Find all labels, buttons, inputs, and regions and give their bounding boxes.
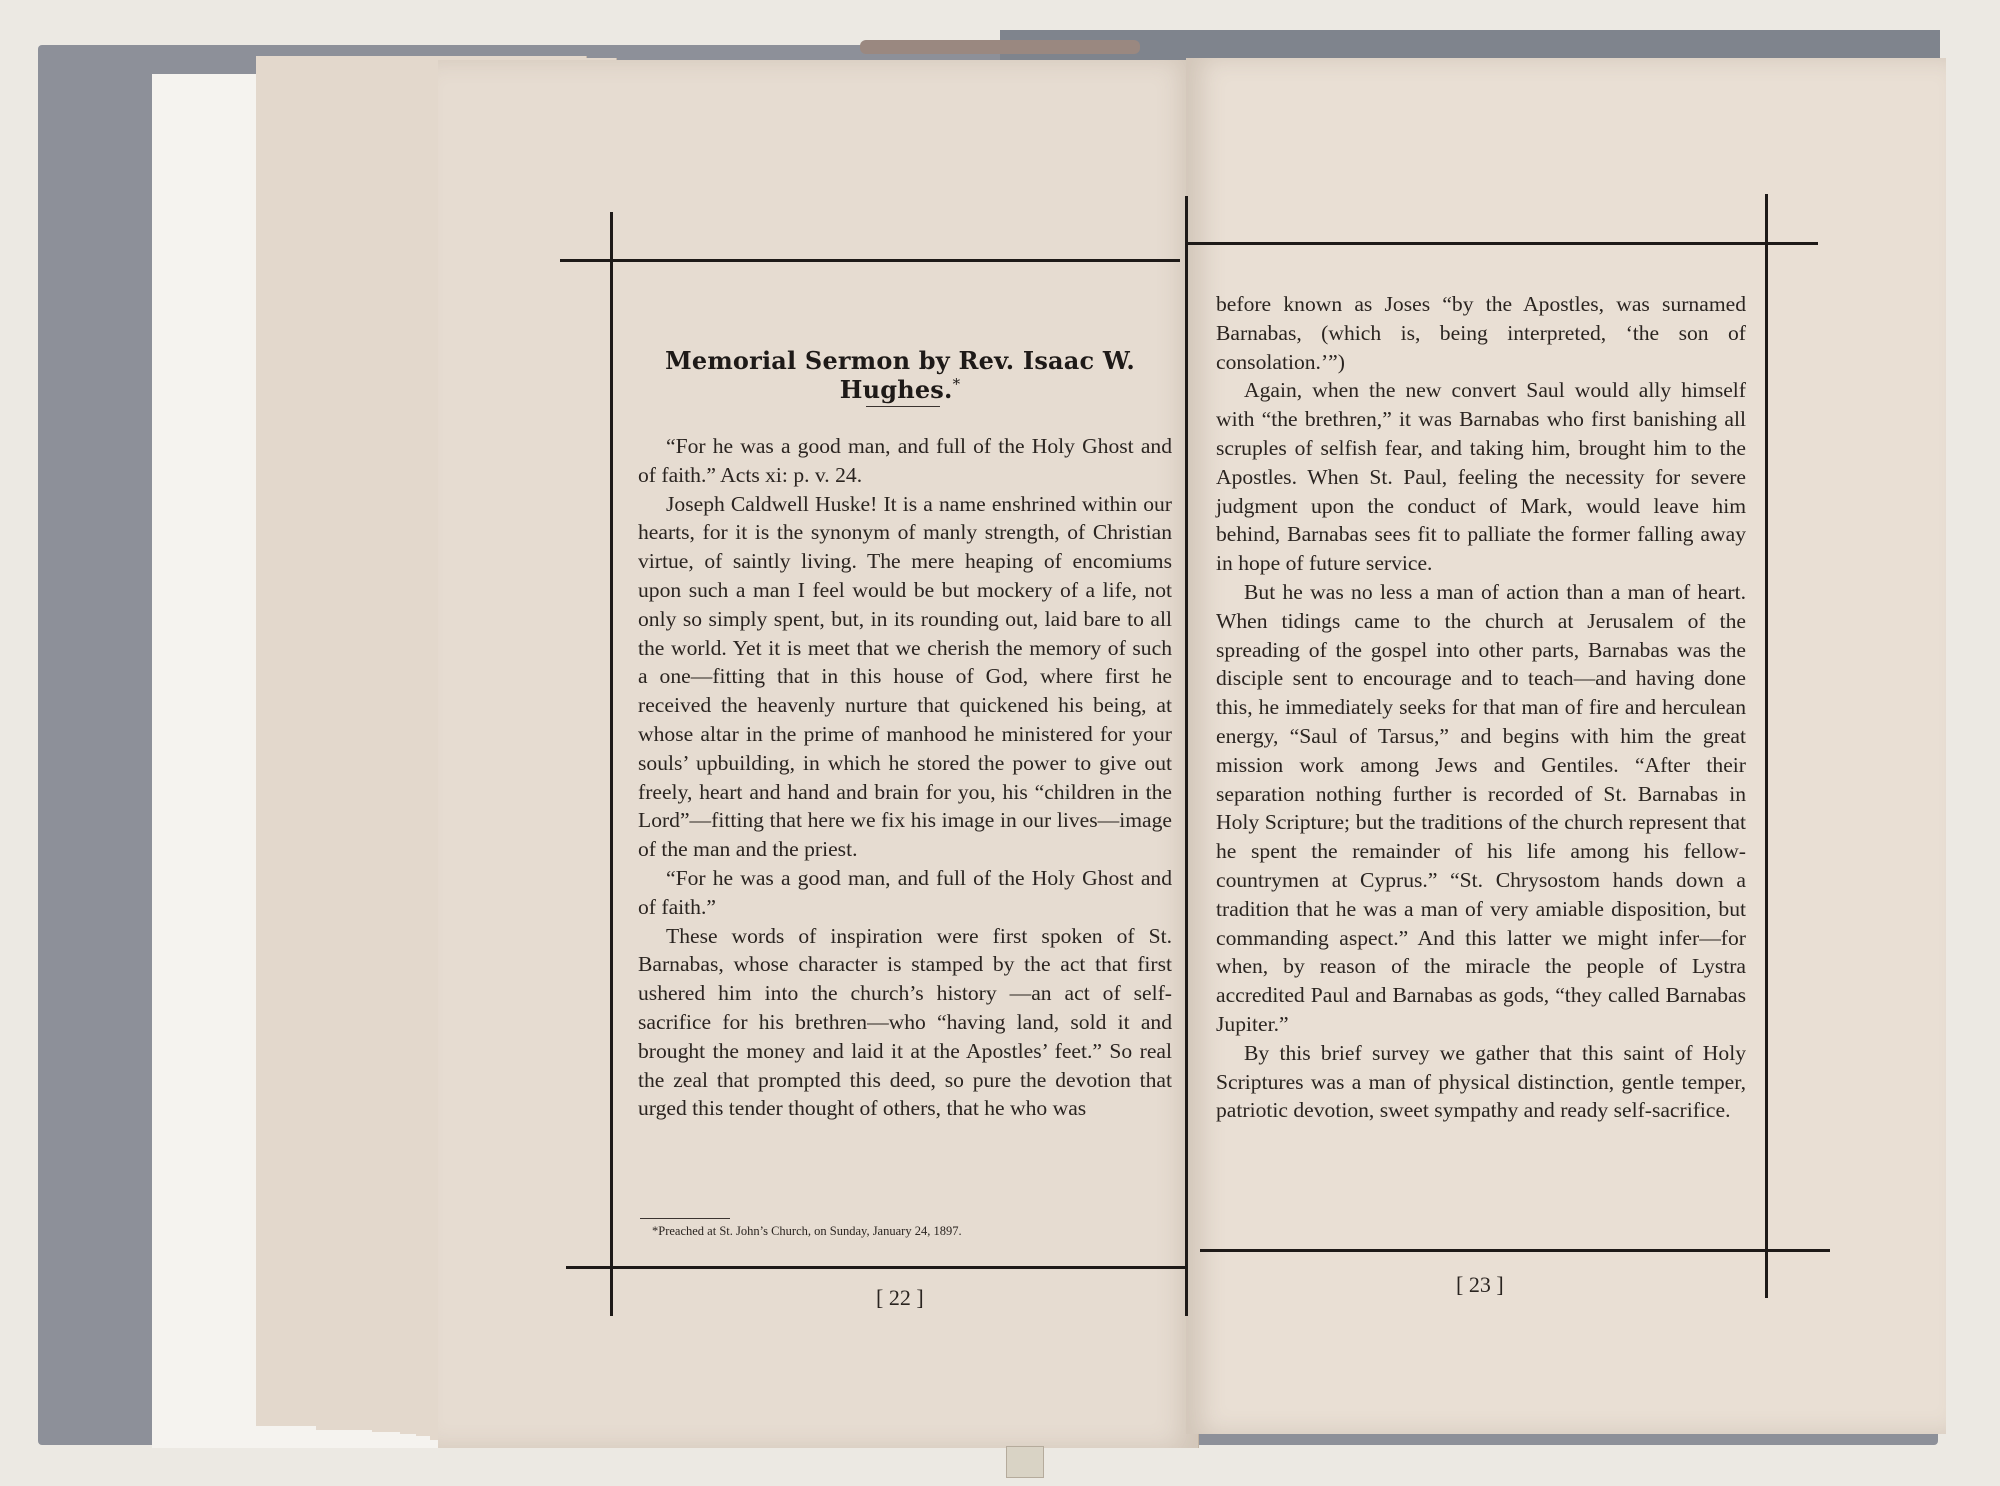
- footnote: *Preached at St. John’s Church, on Sunday, January 24, 1897.: [652, 1224, 962, 1238]
- page-number-right: [ 23 ]: [1456, 1272, 1504, 1297]
- body-paragraph: These words of inspiration were first spoken of St. Barnabas, whose character is stamped by the act that first ushered him into the church’s history —an act of self-sacrifice for his brethren—who “having land, sold it and brought the money and laid it at the Apostles’ feet.” So real the zeal that prompted this deed, so pure the devotion that urged this tender thought of others, that he who was: [638, 923, 1172, 1121]
- binding-thread: [860, 40, 1140, 54]
- body-paragraph: By this brief survey we gather that this saint of Holy Scriptures was a man of physical distinction, gentle temper, patriotic devotion, sweet sympathy and ready self-sacrifice.: [1216, 1040, 1746, 1123]
- body-paragraph: But he was no less a man of action than a man of heart. When tidings came to the church at Jerusalem of the spreading of the gospel into other parts, Barnabas was the disciple sent to encourage and to teach—and having done this, he immediately seeks for that man of fire and herculean energy, “Saul of Tarsus,” and begins with him the great mission work among Jews and Gentiles. “After their separation nothing further is recorded of St. Barnabas in Holy Scripture; but the traditions of the church represent that he spent the remainder of his life among his fellow-countrymen at Cyprus.” “St. Chrysostom hands down a tradition that he was a man of very amiable disposition, but commanding aspect.” And this latter we might infer—for when, by reason of the miracle the people of Lystra accredited Paul and Barnabas as gods, “they called Barnabas Jupiter.”: [1216, 579, 1746, 1036]
- body-paragraph: before known as Joses “by the Apostles, was surnamed Barnabas, (which is, being interpreted, ‘the son of consolation.’”): [1216, 292, 1746, 374]
- title-text: Memorial Sermon by Rev. Isaac W. Hughes.: [665, 346, 1135, 404]
- body-paragraph: Again, when the new convert Saul would ally himself with “the brethren,” it was Barnabas who first banishing all scruples of selfish fear, and taking him, brought him to the Apostles. When St. Paul, feeling the necessity for severe judgment upon the conduct of Mark, would leave him behind, Barnabas sees fit to palliate the former falling away in hope of future service.: [1216, 378, 1746, 576]
- footnote-divider: [640, 1218, 730, 1219]
- right-page-body: [1216, 290, 1746, 1125]
- right-frame-right-rule: [1765, 194, 1768, 1298]
- left-frame-left-rule: [610, 212, 613, 1316]
- page-number-left: [ 22 ]: [876, 1285, 924, 1310]
- left-page-body: [638, 432, 1172, 1123]
- footnote-mark: *: [952, 375, 961, 393]
- epigraph-paragraph: “For he was a good man, and full of the Holy Ghost and of faith.” Acts xi: p. v. 24.: [638, 434, 1172, 487]
- title-divider: [866, 406, 940, 407]
- right-frame-top-rule: [1188, 242, 1818, 245]
- body-paragraph: “For he was a good man, and full of the Holy Ghost and of faith.”: [638, 865, 1172, 919]
- left-frame-top-rule: [560, 259, 1180, 262]
- cover-back-edge: [1000, 30, 1940, 60]
- right-frame-left-rule: [1185, 196, 1188, 1316]
- left-frame-bottom-rule: [566, 1266, 1192, 1269]
- sermon-title: [620, 346, 1180, 404]
- right-frame-bottom-rule: [1200, 1249, 1830, 1252]
- bookmark-ribbon[interactable]: [1006, 1446, 1044, 1478]
- body-paragraph: Joseph Caldwell Huske! It is a name enshrined within our hearts, for it is the synonym of manly strength, of Christian virtue, of saintly living. The mere heaping of encomiums upon such a man I feel would be but mockery of a life, not only so simply spent, but, in its rounding out, laid bare to all the world. Yet it is meet that we cherish the memory of such a one—fitting that in this house of God, where first he received the heavenly nurture that quickened his being, at whose altar in the prime of manhood he ministered for your souls’ upbuilding, in which he stored the power to give out freely, heart and hand and brain for you, his “children in the Lord”—fitting that here we fix his image in our lives—image of the man and the priest.: [638, 491, 1172, 862]
